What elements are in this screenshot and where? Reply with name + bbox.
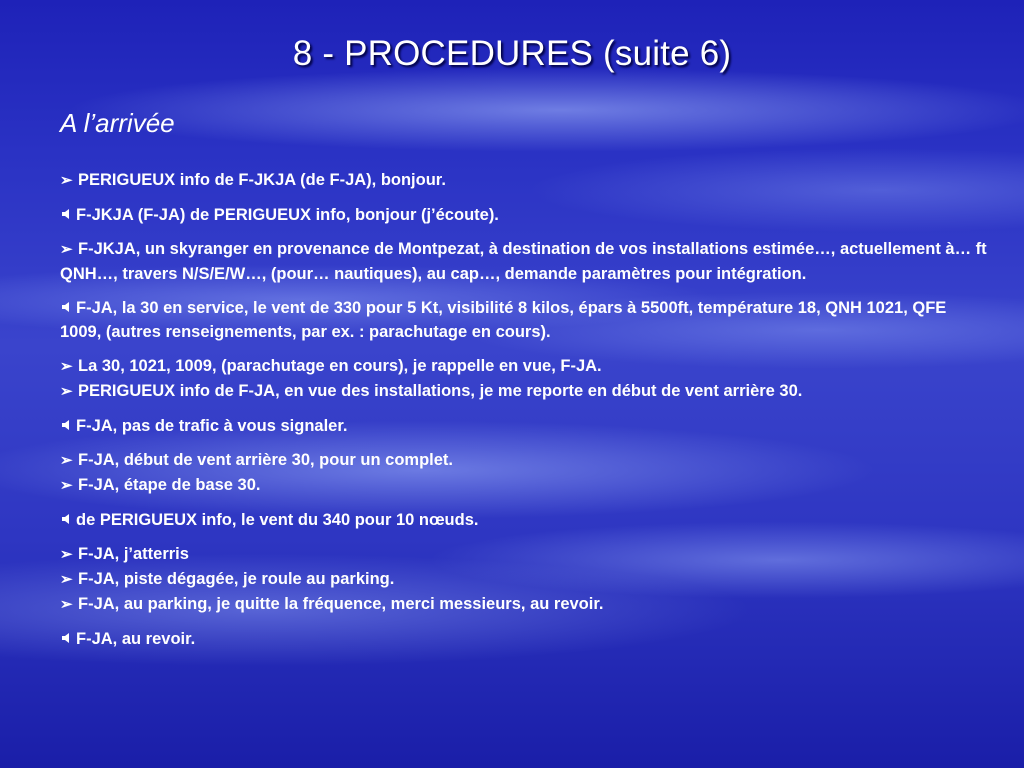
speaker-icon [60,207,74,221]
message-text: F-JA, étape de base 30. [78,476,261,494]
message-text: F-JA, la 30 en service, le vent de 330 pour 5 Kt, visibilité 8 kilos, épars à 5500ft, température 18, QNH 1021, QFE 1009, (autres renseignements, par ex. : parachutage en cours). [60,299,947,341]
pilot-message [60,379,990,404]
atc-message [60,508,990,532]
message-text: F-JA, au parking, je quitte la fréquence, merci messieurs, au revoir. [78,595,604,613]
slide-title: 8 - PROCEDURES (suite 6) [292,34,732,73]
pilot-message [60,542,990,567]
message-text: F-JA, au revoir. [76,630,196,648]
message-text: F-JA, début de vent arrière 30, pour un complet. [78,451,453,469]
pilot-message [60,237,990,286]
message-text: F-JA, j’atterris [78,545,189,563]
pilot-message-group [60,542,990,617]
slide-subtitle: A l’arrivée [60,108,175,138]
arrow-right-icon: ➢ [60,383,73,400]
arrow-right-icon: ➢ [60,172,73,189]
pilot-message [60,592,990,617]
atc-message [60,627,990,651]
pilot-message [60,473,990,498]
arrow-right-icon: ➢ [60,358,73,375]
message-text: La 30, 1021, 1009, (parachutage en cours), je rappelle en vue, F-JA. [78,357,602,375]
pilot-message-group [60,448,990,498]
dialogue-content [60,168,990,661]
pilot-message [60,354,990,379]
pilot-message [60,567,990,592]
message-text: F-JKJA (F-JA) de PERIGUEUX info, bonjour (j’écoute). [76,206,499,224]
speaker-icon [60,300,74,314]
speaker-icon [60,512,74,526]
arrow-right-icon: ➢ [60,546,73,563]
atc-message [60,414,990,438]
message-text: PERIGUEUX info de F-JA, en vue des installations, je me reporte en début de vent arrière 30. [78,382,803,400]
arrow-right-icon: ➢ [60,241,73,258]
speaker-icon [60,631,74,645]
message-text: F-JA, piste dégagée, je roule au parking. [78,570,395,588]
pilot-message-group [60,354,990,404]
arrow-right-icon: ➢ [60,477,73,494]
atc-message [60,296,990,344]
arrow-right-icon: ➢ [60,571,73,588]
message-text: PERIGUEUX info de F-JKJA (de F-JA), bonjour. [78,171,446,189]
message-text: de PERIGUEUX info, le vent du 340 pour 10 nœuds. [76,511,479,529]
arrow-right-icon: ➢ [60,596,73,613]
message-text: F-JA, pas de trafic à vous signaler. [76,417,348,435]
speaker-icon [60,418,74,432]
pilot-message [60,448,990,473]
message-text: F-JKJA, un skyranger en provenance de Montpezat, à destination de vos installations estimée…, actuellement à… ft QNH…, travers N/S/E/W…, (pour… nautiques), au cap…, demande paramètres pour intégration. [60,240,987,283]
atc-message [60,203,990,227]
pilot-message [60,168,990,193]
arrow-right-icon: ➢ [60,452,73,469]
